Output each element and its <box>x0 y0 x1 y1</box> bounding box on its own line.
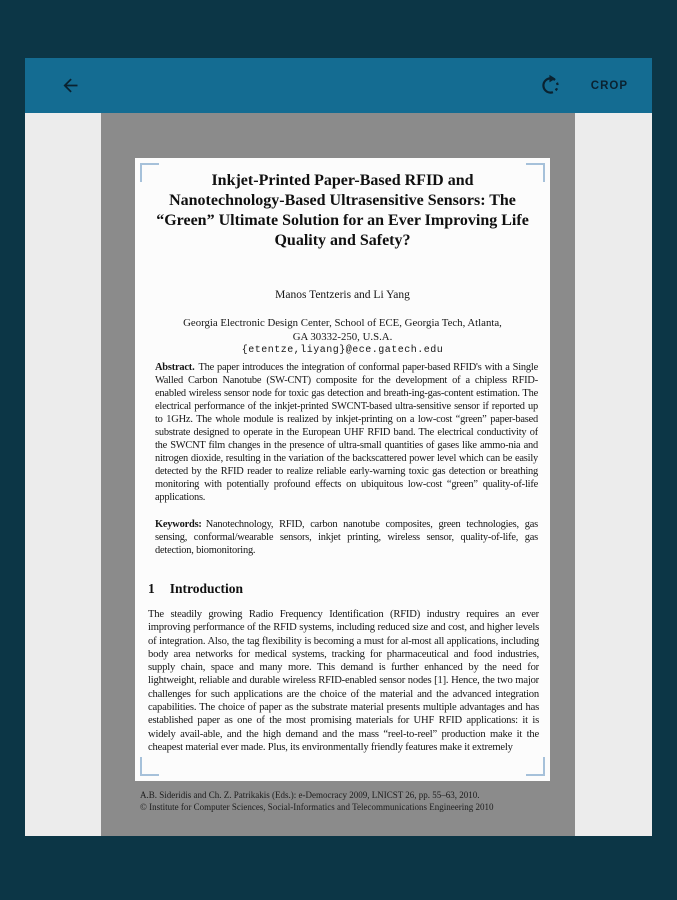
keywords-text: Nanotechnology, RFID, carbon nanotube composites, green technologies, gas sensing, conformal/wearable sensors, inkjet printing, wireless sensor, quality-of-life, gas detection, biomonitoring. <box>155 519 538 556</box>
paper-body-text: The steadily growing Radio Frequency Identification (RFID) industry requires an ever improving performance of the RFID systems, including reduced size and cost, and higher levels of integration. Also, the tag flexibility is becoming a must for al-most all applications, including body area networks for medical systems, tracking for pharmaceutical and food industries, supply chain, space and many more. This demand is further enhanced by the need for lightweight, reliable and durable wireless RFID-enabled sensor nodes [1]. Hence, the two major challenges for such applications are the choice of the material and the advanced integration capabilities. The choice of paper as the substrate material presents multiple advantages and has established paper as one of the most promising materials for UHF RFID applications: it is widely avail-able, and the high demand and the mass “reel-to-reel” production make it the cheapest material ever made. Plus, its environmentally friendly features make it extremely <box>148 609 539 753</box>
abstract-text: The paper introduces the integration of conformal paper-based RFID's with a Single Walled Carbon Nanotube (SW-CNT) composite for the development of a chipless RFID-enabled wireless sensor node for toxic gas detection and breath-ing-gas-content estimation. The electrical performance of the inkjet-printed SWCNT-based ultra-sensitive sensor if reported up to 1GHz. The whole module is realized by inkjet-printing on a low-cost “green” paper-based substrate designed to operate in the European UHF RFID band. The electrical conductivity of the SWCNT film changes in the presence of ultra-small quantities of gases like ammo-nia and nitrogen dioxide, resulting in the variation of the backscattered power level which can be easily detected by the RFID reader to realize reliable early-warning toxic gas detection or breathing monitoring with potentially profound effects on ubiquitous low-cost “green” quality-of-life applications. <box>155 362 538 503</box>
app-bar <box>25 58 652 113</box>
crop-handle-bottom-right[interactable] <box>526 757 545 776</box>
section-number: 1 <box>148 581 155 596</box>
rotate-right-icon <box>539 74 562 97</box>
back-button[interactable] <box>53 69 87 103</box>
abstract-label: Abstract. <box>155 362 195 373</box>
document-page <box>135 158 550 781</box>
scan-background <box>101 113 575 836</box>
crop-handle-top-right[interactable] <box>526 163 545 182</box>
section-title: Introduction <box>169 581 244 596</box>
rotate-button[interactable] <box>533 68 569 104</box>
keywords-label: Keywords: <box>155 519 202 530</box>
paper-abstract <box>155 361 538 513</box>
back-arrow-icon <box>60 75 81 96</box>
photo-viewport <box>25 113 652 836</box>
section-heading <box>148 581 243 597</box>
paper-email: {etentze,liyang}@ece.gatech.edu <box>241 345 444 356</box>
crop-handle-bottom-left[interactable] <box>140 757 159 776</box>
paper-title: Inkjet-Printed Paper-Based RFID and Nanotechnology-Based Ultrasensitive Sensors: The “Green” Ultimate Solution for an Ever Improving Life Quality and Safety? <box>156 172 529 249</box>
paper-keywords <box>155 518 538 557</box>
crop-button[interactable]: CROP <box>583 74 636 98</box>
paper-affiliation: Georgia Electronic Design Center, School of ECE, Georgia Tech, Atlanta, GA 30332-250, U.S.A. <box>183 317 502 343</box>
paper-authors: Manos Tentzeris and Li Yang <box>275 289 410 301</box>
crop-handle-top-left[interactable] <box>140 163 159 182</box>
paper-footer: A.B. Sideridis and Ch. Z. Patrikakis (Eds.): e-Democracy 2009, LNICST 26, pp. 55–63, 2010. © Institute for Computer Sciences, Social-Informatics and Telecommunications Engineering 2010 <box>140 790 494 812</box>
